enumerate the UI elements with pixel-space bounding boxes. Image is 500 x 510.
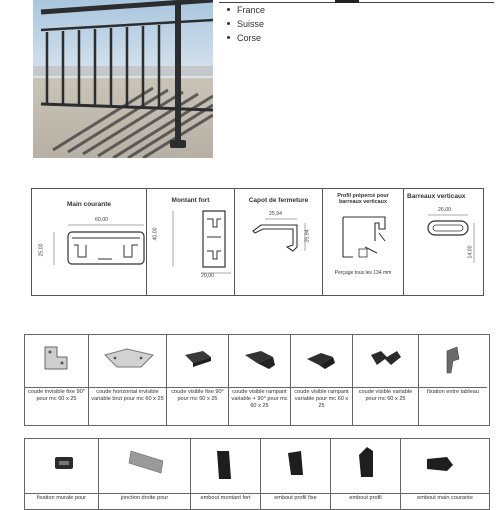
accessory-label: embout main courante [417,495,473,501]
profile-title: Profil prépercé pour barreaux verticaux [337,193,389,205]
accessory-label: coude visible variable pour mc 60 x 25 [358,389,413,402]
profile-title: Main courante [66,201,112,208]
profile-main-courante [32,189,147,295]
accessory-image [89,335,166,388]
profile-capot [235,189,323,295]
accessory-item [419,335,487,425]
barreaux-drawing [420,213,480,265]
prepierced-drawing [335,213,395,263]
accessory-label: fixation murale pour [36,495,87,501]
accessories-table-1 [24,334,490,426]
accessory-label: embout profil [349,495,382,501]
country-list [219,4,494,46]
dimension-label: 14,00 [467,245,474,259]
dimension-label: 20,00 [201,273,214,279]
dimension-label: 25,94 [304,229,311,243]
accessory-label: coude visible fixe 90° pour mc 60 x 25 [171,389,224,402]
accessory-item [291,335,353,425]
accessory-image [291,335,352,388]
accessory-item [401,439,489,509]
railing-photo [33,0,213,158]
main-courante-drawing [46,221,146,269]
accessory-label: jonction droite pour [120,495,169,501]
montant-fort-drawing [167,205,233,277]
profile-montant-fort [147,189,235,295]
accessory-image [167,335,228,388]
dimension-label: 25,00 [38,243,45,257]
accessory-image [191,439,260,494]
accessory-image [401,439,489,494]
accessory-image [99,439,190,494]
accessory-label: coude visible rampant variable + 90° pour mc 60 x 25 [231,389,288,409]
accessory-image [419,335,487,388]
accessory-label: embout profil fixe [274,495,317,501]
capot-drawing [247,215,315,255]
list-item: Suisse [225,18,494,32]
accessory-label: coude horizontal invisible variable brut pour mc 60 x 25 [91,389,164,402]
accessory-item [99,439,191,509]
accessory-item [89,335,167,425]
profile-title: Capot de fermeture [248,197,309,204]
divider-mark [335,0,359,3]
accessory-image [25,439,98,494]
accessory-label: coude invisible fixe 90° pour mc 60 x 25 [28,389,85,402]
list-item: Corse [225,32,494,46]
accessory-item [229,335,291,425]
profile-barreaux [404,189,481,295]
accessory-item [25,439,99,509]
accessory-item [191,439,261,509]
accessory-item [167,335,229,425]
profile-prepierced [323,189,404,295]
profiles-table [31,188,484,296]
accessory-image [229,335,290,388]
accessory-image [261,439,330,494]
accessory-label: embout montant fort [200,495,251,501]
dimension-label: 26,00 [438,207,451,213]
profile-note: Perçage tous les 134 mm [334,270,392,276]
accessory-item [261,439,331,509]
accessory-image [331,439,400,494]
accessory-label: fixation entre tableau [427,389,479,395]
profile-title: Barreaux verticaux [407,193,466,200]
accessory-item [331,439,401,509]
accessory-label: coude visible rampant variable pour mc 60 x 25 [294,389,349,409]
dimension-label: 25,94 [269,211,282,217]
accessory-image [25,335,88,388]
accessory-item [353,335,419,425]
dimension-label: 60,00 [95,217,108,223]
accessory-image [353,335,418,388]
list-item: France [225,4,494,18]
accessories-table-2 [24,438,490,510]
accessory-item [25,335,89,425]
profile-title: Montant fort [171,197,210,204]
dimension-label: 40,00 [152,227,159,241]
